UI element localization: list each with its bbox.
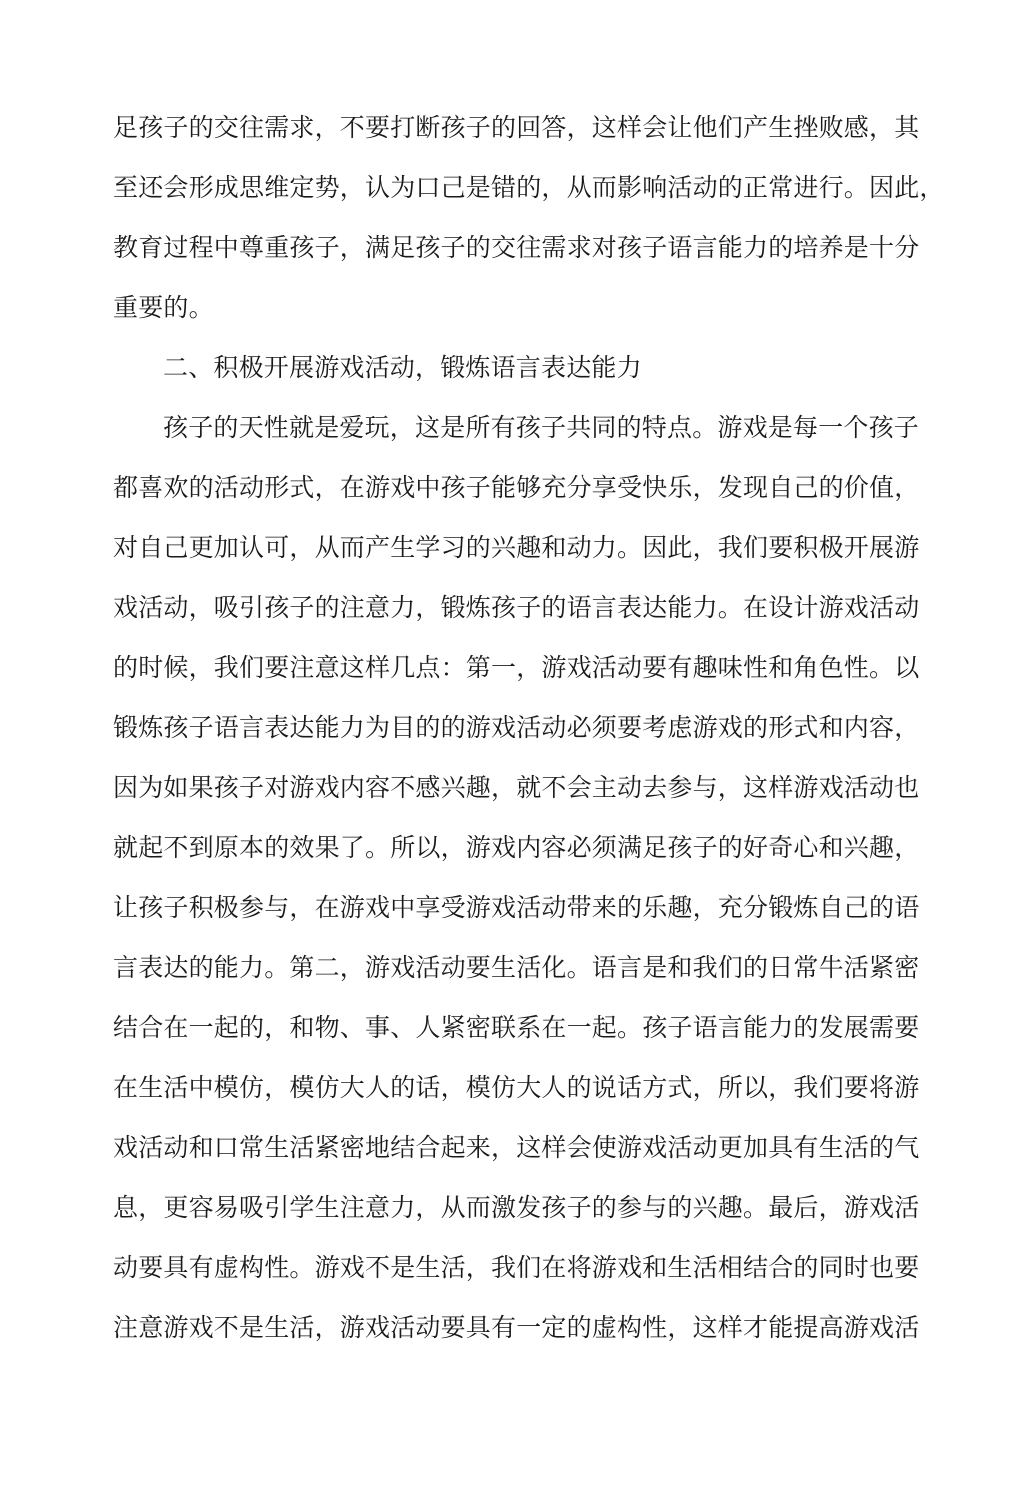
text-line: 言表达的能力。第二，游戏活动要生活化。语言是和我们的日常牛活紧密 bbox=[113, 953, 920, 982]
text-line: 都喜欢的活动形式，在游戏中孩子能够充分享受快乐，发现自己的价值， bbox=[113, 473, 920, 502]
text-line: 锻炼孩子语言表达能力为目的的游戏活动必须要考虑游戏的形式和内容， bbox=[113, 713, 920, 742]
text-line: 戏活动和口常生活紧密地结合起来，这样会使游戏活动更加具有生活的气 bbox=[113, 1133, 920, 1162]
text-line: 对自己更加认可，从而产生学习的兴趣和动力。因此，我们要积极开展游 bbox=[113, 533, 920, 562]
text-line: 就起不到原本的效果了。所以，游戏内容必须满足孩子的好奇心和兴趣， bbox=[113, 833, 920, 862]
section-heading: 二、积极开展游戏活动，锻炼语言表达能力 bbox=[163, 353, 642, 382]
text-line: 戏活动，吸引孩子的注意力，锻炼孩子的语言表达能力。在设计游戏活动 bbox=[113, 593, 920, 622]
text-line: 在生活中模仿，模仿大人的话，模仿大人的说话方式，所以，我们要将游 bbox=[113, 1073, 920, 1102]
text-line: 让孩子积极参与，在游戏中享受游戏活动带来的乐趣，充分锻炼自己的语 bbox=[113, 893, 920, 922]
text-line: 动要具有虚构性。游戏不是生活，我们在将游戏和生活相结合的同时也要 bbox=[113, 1253, 920, 1282]
text-line: 至还会形成思维定势，认为口己是错的，从而影响活动的正常进行。因此， bbox=[113, 173, 945, 202]
text-line: 的时候，我们要注意这样几点：第一，游戏活动要有趣味性和角色性。以 bbox=[113, 653, 920, 682]
text-line: 孩子的天性就是爱玩，这是所有孩子共同的特点。游戏是每一个孩子 bbox=[163, 413, 920, 442]
text-line: 重要的。 bbox=[113, 293, 214, 322]
text-line: 结合在一起的，和物、事、人紧密联系在一起。孩子语言能力的发展需要 bbox=[113, 1013, 920, 1042]
text-line: 足孩子的交往需求，不要打断孩子的回答，这样会让他们产生挫败感，其 bbox=[113, 113, 920, 142]
text-line: 教育过程中尊重孩子，满足孩子的交往需求对孩子语言能力的培养是十分 bbox=[113, 233, 920, 262]
text-line: 注意游戏不是生活，游戏活动要具有一定的虚构性，这样才能提高游戏活 bbox=[113, 1313, 920, 1342]
text-line: 息，更容易吸引学生注意力，从而激发孩子的参与的兴趣。最后，游戏活 bbox=[113, 1193, 920, 1222]
text-line: 因为如果孩子对游戏内容不感兴趣，就不会主动去参与，这样游戏活动也 bbox=[113, 773, 920, 802]
